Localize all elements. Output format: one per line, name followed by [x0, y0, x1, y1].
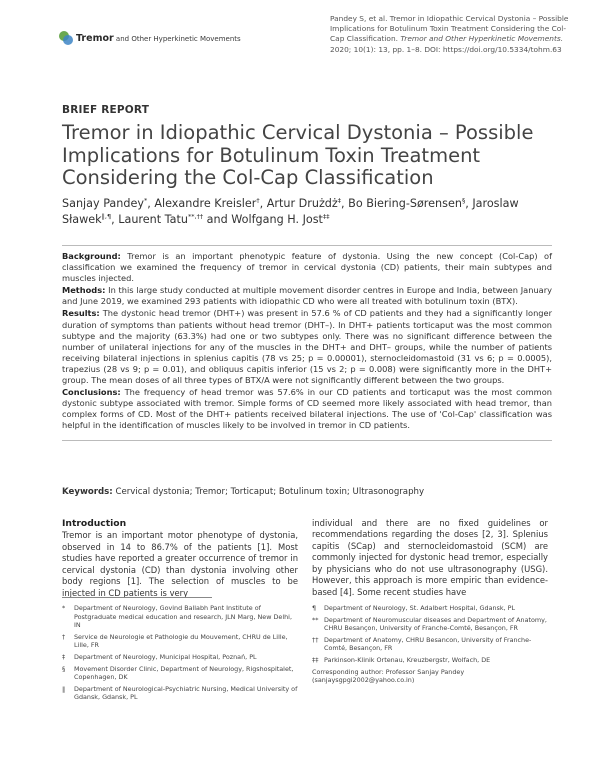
author-affiliation-mark: ‖,¶ [101, 212, 112, 221]
footnote-symbol: * [62, 604, 66, 612]
keywords-text: Cervical dystonia; Tremor; Torticaput; Botulinum toxin; Ultrasonography [115, 487, 425, 497]
abstract-results: Results: The dystonic head tremor (DHT+) was present in 57.6 % of CD patients and they had a significantly longer duration of symptoms than patients without head tremor (DHT–). In DHT+ patients torticaput was the most common subtype and the majority (63.3%) had one or two subtypes only. There was no significant difference between the number of unilateral injections for any of the muscles in the DHT+ and DHT– groups, while the number of patients receiving bilateral injections in splenius capitis (78 vs 25; p = 0.00001), sternocleidomastoid (31 vs 6; p = 0.0005), trapezius (28 vs 9; p = 0.01), and obliquus capitis inferior (15 vs 2; p = 0.008) were significantly more in the DHT+ group. The mean doses of all three types of BTX/A were not significantly different between the two groups. [62, 308, 552, 386]
article-type-label: BRIEF REPORT [62, 104, 150, 116]
citation-doi[interactable]: 2020; 10(1): 13, pp. 1–8. DOI: https://doi.org/10.5334/tohm.63 [330, 44, 562, 54]
footnote-symbol: § [62, 664, 66, 673]
journal-logo [58, 30, 241, 46]
footnote-item [62, 685, 298, 702]
footnote-symbol: ‖ [62, 684, 66, 693]
author-name: Jaroslaw Sławek [62, 197, 519, 226]
author-name: Laurent Tatu [118, 213, 188, 226]
author-name: Artur Drużdż [266, 197, 338, 210]
footnote-item [312, 616, 548, 633]
keywords-label: Keywords: [62, 487, 113, 497]
author-affiliation-mark: † [256, 196, 260, 205]
citation-journal: Tremor and Other Hyperkinetic Movements. [400, 34, 564, 44]
author-name: Alexandre Kreisler [154, 197, 257, 210]
body-column-left [62, 518, 298, 599]
citation-text: Pandey S, et al. Tremor in Idiopathic Cervical Dystonia – Possible Implications for Botulinum Toxin Treatment Considering the Col-Cap Classification. [330, 14, 569, 44]
footnote-text: Department of Neurological-Psychiatric Nursing, Medical University of Gdansk, Gdansk, PL [74, 684, 298, 702]
footnote-symbol: † [62, 632, 66, 641]
footnote-text: Department of Neurology, Municipal Hospital, Poznań, PL [74, 652, 257, 661]
author-name: Bo Biering-Sørensen [348, 197, 462, 210]
author-affiliation-mark: **,†† [188, 212, 204, 221]
abstract-methods: Methods: In this large study conducted at multiple movement disorder centres in Europe and India, between January and June 2019, we examined 293 patients with idiopathic CD who were all treated with botulinum toxin (BTX). [62, 285, 552, 307]
author-name: Wolfgang H. Jost [231, 213, 323, 226]
footnote-text: Parkinson-Klinik Ortenau, Kreuzbergstr, Wolfach, DE [324, 655, 491, 664]
keywords [62, 487, 552, 497]
footnote-symbol: ** [312, 615, 319, 624]
footnote-symbol: ‡ [62, 652, 66, 661]
journal-logo-main: Tremor [76, 32, 114, 44]
author-affiliation-mark: ‡ [337, 196, 342, 205]
abstract [62, 245, 552, 441]
abstract-background: Background: Tremor is an important phenotypic feature of dystonia. Using the new concept (Col-Cap) of classification we examined the frequency of tremor in cervical dystonia (CD) patients, their main subtypes and muscles injected. [62, 251, 552, 284]
intro-paragraph-right: individual and there are no fixed guidelines or recommendations regarding the doses [2, 3]. Splenius capitis (SCap) and sternocleidomastoid (SCM) are commonly injected for dystonic head tremor, especially by physicians who do not use ultrasonography (USG). However, this approach is more empiric than evidence-based [4]. Some recent studies have [312, 518, 548, 597]
author-affiliation-mark: * [143, 196, 148, 205]
footnote-symbol: ¶ [312, 604, 317, 612]
footnote-text: Movement Disorder Clinic, Department of Neurology, Rigshospitalet, Copenhagen, DK [74, 664, 294, 682]
footnote-item [62, 633, 298, 650]
author-affiliation-mark: § [461, 196, 466, 205]
author-name: Sanjay Pandey [62, 197, 144, 210]
citation-block [330, 14, 580, 55]
footnote-text: Department of Neuromuscular diseases and Department of Anatomy, CHRU Besançon, University of Franche-Comté, Besançon, FR [324, 615, 547, 633]
footnote-text: Department of Anatomy, CHRU Besancon, University of Franche-Comté, Besançon, FR [324, 635, 532, 653]
footnote-text: Department of Neurology, St. Adalbert Hospital, Gdansk, PL [324, 604, 516, 612]
footnote-item [312, 656, 548, 665]
abstract-conclusions: Conclusions: The frequency of head tremor was 57.6% in our CD patients and torticaput was the most common dystonic subtype associated with tremor. Simple forms of CD seemed more likely associated with head tremor, than complex forms of CD. Most of the DHT+ patients received bilateral injections. The use of 'Col-Cap' classification was helpful in the identification of muscles likely to be involved in tremor in CD patients. [62, 387, 552, 431]
footnotes-left [62, 604, 298, 705]
footnote-symbol: ‡‡ [312, 655, 319, 664]
footnote-item [62, 653, 298, 662]
article-title: Tremor in Idiopathic Cervical Dystonia – Possible Implications for Botulinum Toxin Treatment Considering the Col-Cap Classification [62, 121, 534, 189]
author-list: Sanjay Pandey*, Alexandre Kreisler†, Artur Drużdż‡, Bo Biering-Sørensen§, Jaroslaw Sławek‖,¶, Laurent Tatu**,†† and Wolfgang H. Jost‡‡ [62, 196, 519, 226]
footnotes-right [312, 604, 548, 685]
footnote-item [312, 636, 548, 653]
intro-heading: Introduction [62, 518, 127, 529]
intro-paragraph-left: Tremor is an important motor phenotype of dystonia, observed in 14 to 86.7% of the patients [1]. Most studies have reported a greater occurrence of tremor in cervical dystonia (CD) than dystonia involving other body regions [1]. The selection of muscles to be injected in CD patients is very [62, 530, 298, 598]
footnote-item [62, 665, 298, 682]
footnote-item [312, 604, 548, 613]
author-affiliation-mark: ‡‡ [322, 212, 330, 221]
footnote-item [62, 604, 298, 630]
journal-logo-icon [58, 30, 74, 46]
body-column-right [312, 518, 548, 598]
footnote-text: Service de Neurologie et Pathologie du Mouvement, CHRU de Lille, Lille, FR [74, 632, 288, 650]
journal-logo-rest: and Other Hyperkinetic Movements [115, 34, 241, 43]
footnote-divider [62, 597, 212, 598]
footnote-text: Department of Neurology, Govind Ballabh Pant Institute of Postgraduate medical education and research, JLN Marg, New Delhi, IN [74, 604, 292, 630]
correspondence[interactable]: Corresponding author: Professor Sanjay Pandey (sanjaysgpgi2002@yahoo.co.in) [312, 667, 465, 685]
footnote-symbol: †† [312, 635, 319, 644]
